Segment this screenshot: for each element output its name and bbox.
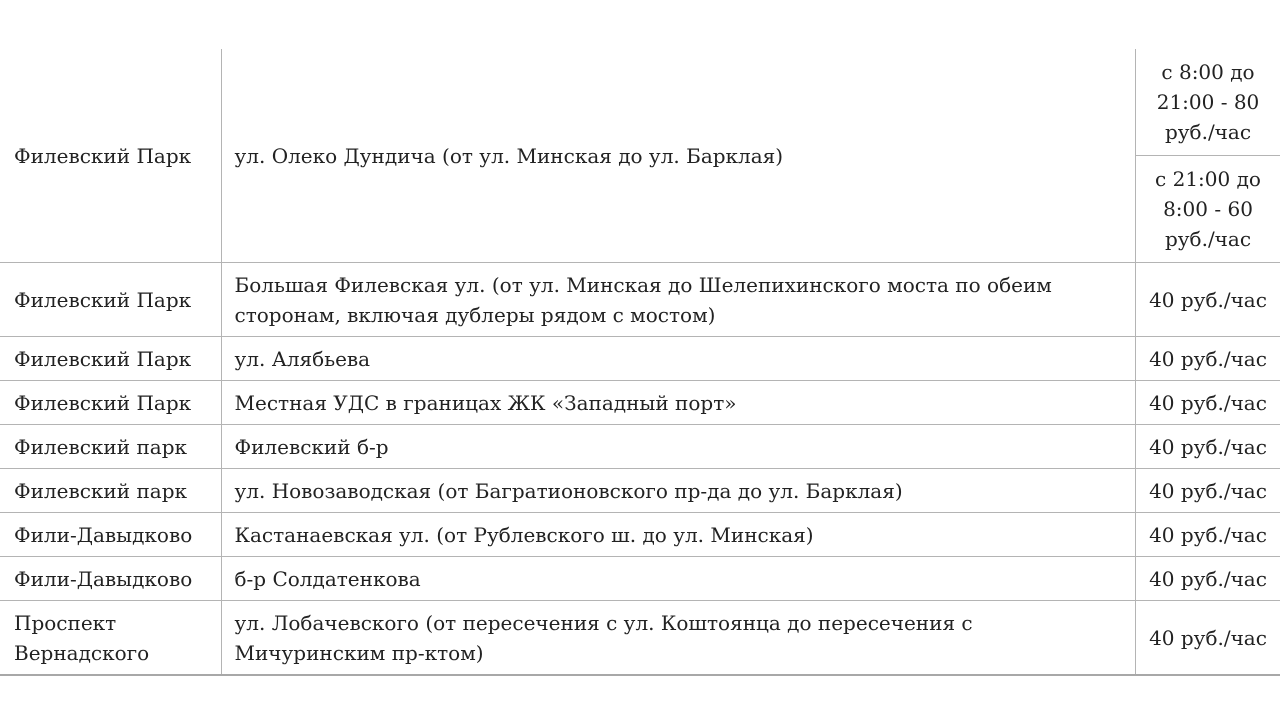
street-cell: ул. Алябьева — [221, 337, 1135, 381]
district-cell: Филевский Парк — [0, 381, 221, 425]
price-cell-night: с 21:00 до 8:00 - 60 руб./час — [1135, 156, 1280, 263]
table-row — [0, 557, 1280, 601]
table-row — [0, 601, 1280, 676]
district-cell: Фили-Давыдково — [0, 557, 221, 601]
district-cell: Филевский Парк — [0, 263, 221, 337]
price-cell: 40 руб./час — [1135, 557, 1280, 601]
district-cell: Филевский парк — [0, 469, 221, 513]
street-cell: ул. Олеко Дундича (от ул. Минская до ул. Барклая) — [221, 49, 1135, 263]
price-cell: 40 руб./час — [1135, 425, 1280, 469]
table-row — [0, 425, 1280, 469]
street-cell: Местная УДС в границах ЖК «Западный порт» — [221, 381, 1135, 425]
price-cell: 40 руб./час — [1135, 337, 1280, 381]
price-cell: 40 руб./час — [1135, 381, 1280, 425]
price-cell: 40 руб./час — [1135, 469, 1280, 513]
table-row — [0, 469, 1280, 513]
price-cell: 40 руб./час — [1135, 513, 1280, 557]
parking-tariff-table-container — [0, 49, 1280, 676]
district-cell: Филевский парк — [0, 425, 221, 469]
street-cell: ул. Новозаводская (от Багратионовского пр-да до ул. Барклая) — [221, 469, 1135, 513]
district-cell: Филевский Парк — [0, 337, 221, 381]
price-cell-day: с 8:00 до 21:00 - 80 руб./час — [1135, 49, 1280, 156]
price-cell: 40 руб./час — [1135, 601, 1280, 676]
table-row — [0, 337, 1280, 381]
street-cell: Филевский б-р — [221, 425, 1135, 469]
district-cell: Проспект Вернадского — [0, 601, 221, 676]
street-cell: ул. Лобачевского (от пересечения с ул. Коштоянца до пересечения с Мичуринским пр-ктом) — [221, 601, 1135, 676]
street-cell: Кастанаевская ул. (от Рублевского ш. до ул. Минская) — [221, 513, 1135, 557]
district-cell: Фили-Давыдково — [0, 513, 221, 557]
price-cell: 40 руб./час — [1135, 263, 1280, 337]
parking-tariff-table — [0, 49, 1280, 676]
table-row — [0, 263, 1280, 337]
table-row — [0, 49, 1280, 156]
district-cell: Филевский Парк — [0, 49, 221, 263]
table-row — [0, 513, 1280, 557]
street-cell: б-р Солдатенкова — [221, 557, 1135, 601]
table-row — [0, 381, 1280, 425]
street-cell: Большая Филевская ул. (от ул. Минская до Шелепихинского моста по обеим сторонам, включая дублеры рядом с мостом) — [221, 263, 1135, 337]
